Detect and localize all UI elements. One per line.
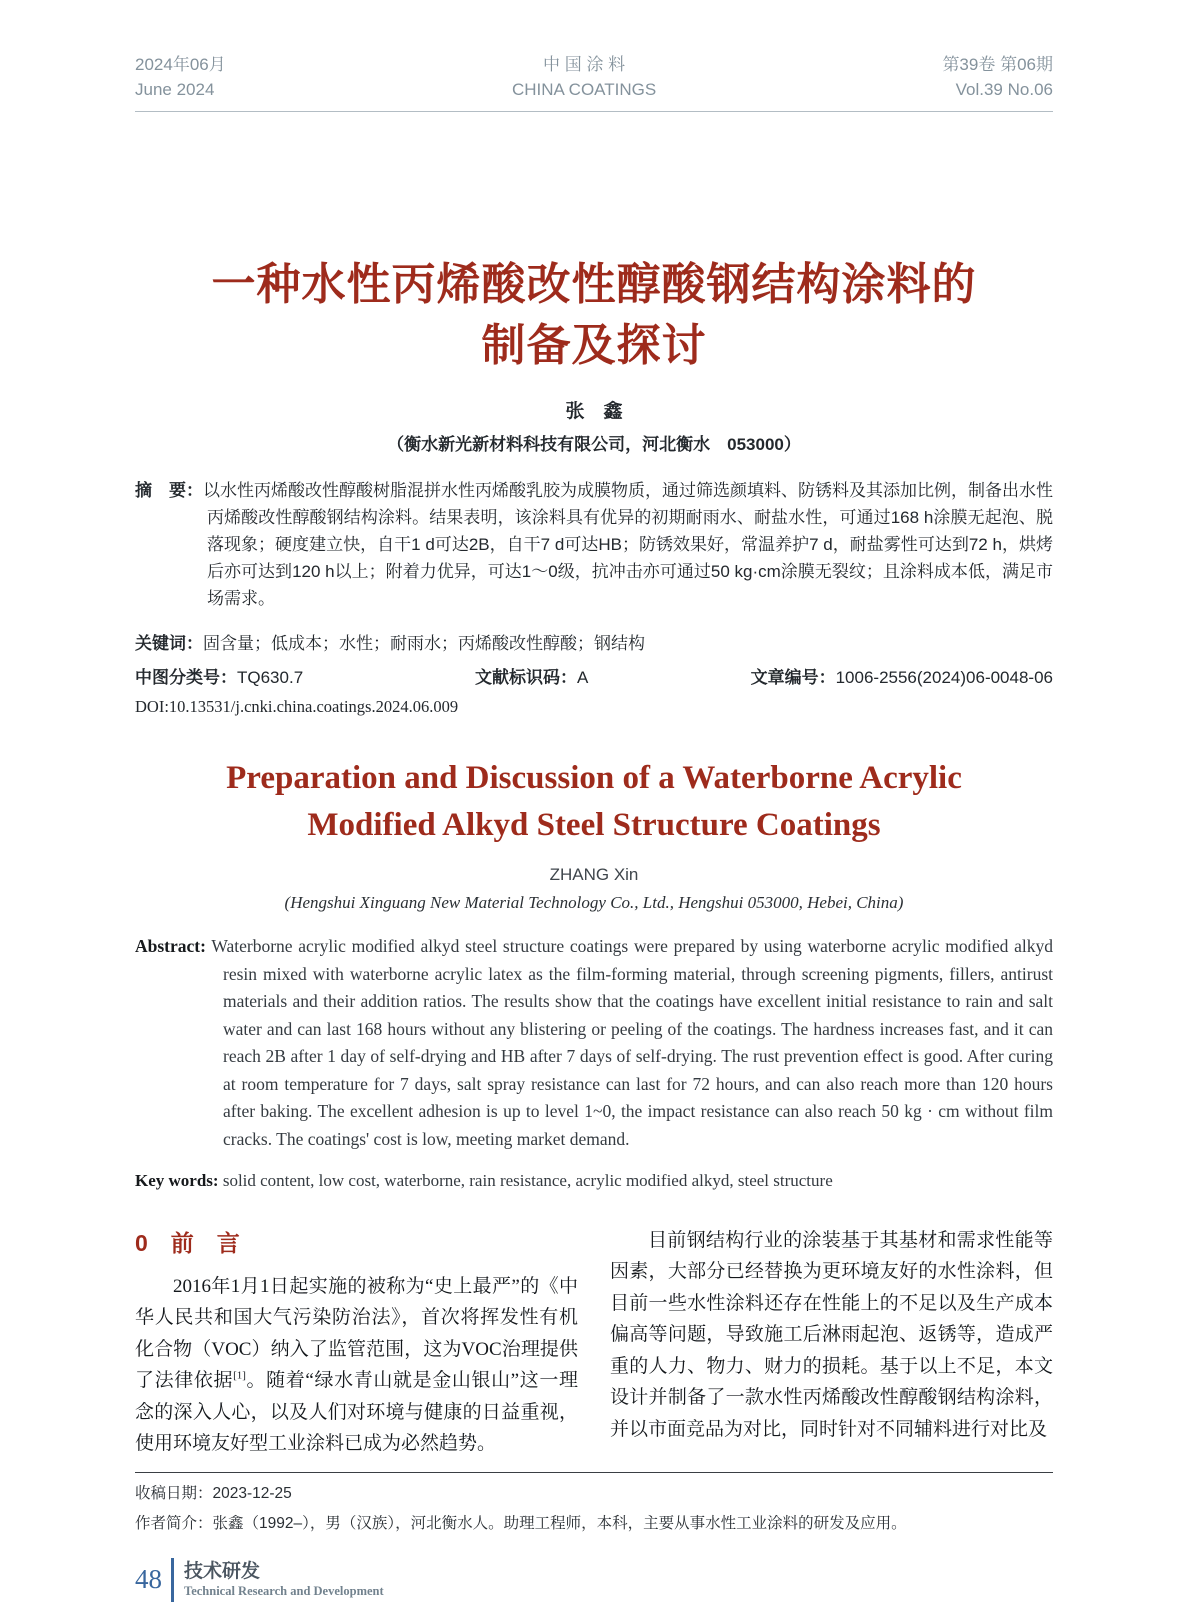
header-journal-name xyxy=(512,52,656,102)
intro-paragraph-right: 目前钢结构行业的涂装基于其基材和需求性能等因素，大部分已经替换为更环境友好的水性涂料，但目前一些水性涂料还存在性能上的不足以及生产成本偏高等问题，导致施工后淋雨起泡、返锈等，造成严重的人力、物力、财力的损耗。基于以上不足，本文设计并制备了一款水性丙烯酸改性醇酸钢结构涂料，并以市面竞品为对比，同时针对不同辅料进行对比及 xyxy=(610,1229,1053,1440)
article-title-zh xyxy=(135,254,1053,376)
journal-header xyxy=(135,0,1053,112)
intro-left-text-b: 。随着“绿水青山就是金山银山”这一理念的深入人心，以及人们对环境与健康的日益重视，使用环境友好型工业涂料已成为必然趋势。 xyxy=(135,1370,578,1454)
clc-label: 中图分类号： xyxy=(135,668,237,687)
header-date-zh: 2024年06月 xyxy=(135,55,226,74)
footer-column-zh: 技术研发 xyxy=(184,1560,261,1582)
article-id xyxy=(751,663,1053,688)
footer-column-title xyxy=(184,1560,384,1600)
abstract-zh-label: 摘 要： xyxy=(135,481,203,500)
classification-row xyxy=(135,663,1053,689)
document-code-label: 文献标识码： xyxy=(475,668,577,687)
keywords-zh-label: 关键词： xyxy=(135,634,203,653)
keywords-zh xyxy=(135,629,1053,654)
abstract-en xyxy=(135,933,1053,1153)
page-content xyxy=(135,0,1053,1602)
page-number: 48 xyxy=(135,1564,162,1594)
received-date xyxy=(135,1482,1053,1506)
body-column-left xyxy=(135,1225,578,1460)
author-bio-label: 作者简介： xyxy=(135,1514,213,1532)
header-volume-issue xyxy=(942,52,1053,102)
affiliation-en: (Hengshui Xinguang New Material Technology Co., Ltd., Hengshui 053000, Hebei, China) xyxy=(284,893,904,912)
intro-paragraph-left xyxy=(135,1271,578,1460)
clc-number xyxy=(135,663,303,688)
received-date-label: 收稿日期： xyxy=(135,1484,213,1502)
article-title-en-line2: Modified Alkyd Steel Structure Coatings xyxy=(307,807,881,843)
article-title-en-line1: Preparation and Discussion of a Waterborne Acrylic xyxy=(226,760,962,796)
keywords-zh-text: 固含量；低成本；水性；耐雨水；丙烯酸改性醇酸；钢结构 xyxy=(203,634,645,653)
header-journal-name-en: CHINA COATINGS xyxy=(511,80,657,99)
abstract-en-text: Waterborne acrylic modified alkyd steel structure coatings were prepared by using waterborne acrylic modified alkyd resin mixed with waterborne acrylic latex as the film-forming material, through screening pigments, fillers, antirust materials and their addition ratios. The results show that the coatings have excellent initial resistance to rain and salt water and can last 168 hours without any blistering or peeling of the coatings. The hardness increases fast, and it can reach 2B after 1 day of self-drying and HB after 7 days of self-drying. The rust prevention effect is good. After curing at room temperature for 7 days, salt spray resistance can last for 72 hours, and can also reach more than 120 hours after baking. The excellent adhesion is up to level 1~0, the impact resistance can also reach 50 kg · cm without film cracks. The coatings' cost is low, meeting market demand. xyxy=(211,936,1054,1149)
doi: DOI:10.13531/j.cnki.china.coatings.2024.06.009 xyxy=(135,697,459,716)
body-columns xyxy=(135,1225,1053,1460)
abstract-zh xyxy=(135,477,1053,612)
keywords-en-text: solid content, low cost, waterborne, rain resistance, acrylic modified alkyd, steel structure xyxy=(222,1170,833,1190)
document-code-value: A xyxy=(577,668,589,687)
reference-marker-1: [1] xyxy=(233,1369,246,1382)
author-bio-value: 张鑫（1992–），男（汉族），河北衡水人。助理工程师，本科，主要从事水性工业涂料的研发及应用。 xyxy=(212,1514,907,1532)
page-footer xyxy=(135,1558,1053,1602)
footer-column-en: Technical Research and Development xyxy=(184,1583,384,1598)
header-volume-zh: 第39卷 第06期 xyxy=(942,55,1053,74)
keywords-en xyxy=(135,1171,1053,1191)
document-code xyxy=(475,663,588,688)
intro-left-text-a: 2016年1月1日起实施的被称为“史上最严”的《中华人民共和国大气污染防治法》，首次将挥发性有机化合物（VOC）纳入了监管范围，这为VOC治理提供了法律依据 xyxy=(135,1275,578,1391)
article-id-label: 文章编号： xyxy=(750,668,836,687)
keywords-en-label: Key words: xyxy=(135,1170,219,1190)
header-date-en: June 2024 xyxy=(135,80,215,99)
clc-value: TQ630.7 xyxy=(237,668,304,687)
article-id-value: 1006-2556(2024)06-0048-06 xyxy=(835,668,1053,687)
footer-divider-bar xyxy=(171,1558,174,1602)
author-zh: 张 鑫 xyxy=(565,401,623,422)
header-date xyxy=(135,52,226,102)
section-heading-0: 0 前 言 xyxy=(135,1229,240,1256)
abstract-en-label: Abstract: xyxy=(135,936,206,956)
footnotes xyxy=(135,1473,1053,1536)
header-volume-en: Vol.39 No.06 xyxy=(955,80,1053,99)
author-bio xyxy=(135,1512,1053,1536)
affiliation-zh: （衡水新光新材料科技有限公司，河北衡水 053000） xyxy=(387,435,801,454)
body-column-right xyxy=(610,1225,1053,1460)
author-en: ZHANG Xin xyxy=(549,865,639,884)
article-title-zh-line2: 制备及探讨 xyxy=(481,321,707,370)
article-title-en xyxy=(135,755,1053,849)
header-journal-name-zh: 中 国 涂 料 xyxy=(543,55,626,74)
article-title-zh-line1: 一种水性丙烯酸改性醇酸钢结构涂料的 xyxy=(211,260,977,309)
received-date-value: 2023-12-25 xyxy=(212,1484,292,1502)
abstract-zh-text: 以水性丙烯酸改性醇酸树脂混拼水性丙烯酸乳胶为成膜物质，通过筛选颜填料、防锈料及其添加比例，制备出水性丙烯酸改性醇酸钢结构涂料。结果表明，该涂料具有优异的初期耐雨水、耐盐水性，可通过168 h涂膜无起泡、脱落现象；硬度建立快，自干1 d可达2B，自干7 d可达HB；防锈效果好，常温养护7 d，耐盐雾性可达到72 h，烘烤后亦可达到120 h以上；附着力优异，可达1～0级，抗冲击亦可通过50 kg·cm涂膜无裂纹；且涂料成本低，满足市场需求。 xyxy=(203,481,1053,608)
